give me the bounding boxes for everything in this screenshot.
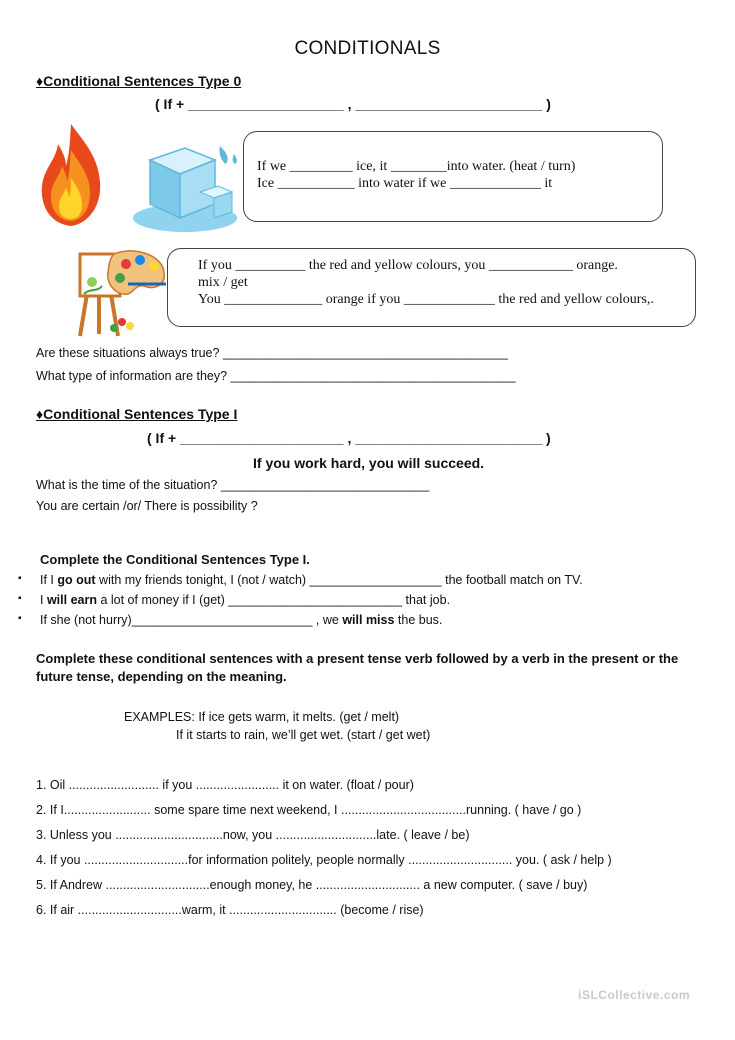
list-item: 4. If you ..............................for information politely, people normally .............................. you. ( ask / help ) [36, 853, 612, 867]
type1-example: If you work hard, you will succeed. [253, 455, 485, 471]
type1-heading: ♦Conditional Sentences Type I [36, 406, 238, 422]
list-item: ▪ If I go out with my friends tonight, I (not / watch) ___________________ the football match on TV. [18, 573, 583, 593]
complete2-heading-line2: future tense, depending on the meaning. [36, 669, 287, 684]
type0-question-2: What type of information are they? _________________________________________ [36, 369, 516, 383]
type0-sentence-box-2 [167, 248, 696, 327]
list-item: 2. If I......................... some spare time next weekend, I ....................................running. ( have / go ) [36, 803, 582, 817]
page-title: CONDITIONALS [294, 38, 441, 59]
list-item: 6. If air ..............................warm, it ............................... (become / rise) [36, 903, 424, 917]
examples-line1: EXAMPLES: If ice gets warm, it melts. (get / melt) [124, 710, 400, 724]
examples-line2: If it starts to rain, we’ll get wet. (start / get wet) [176, 728, 431, 742]
box1-line1: If we _________ ice, it ________into water. (heat / turn) [257, 159, 576, 174]
complete1-heading: Complete the Conditional Sentences Type I. [40, 552, 310, 567]
box2-line3: You ______________ orange if you _____________ the red and yellow colours,. [198, 292, 654, 307]
complete2-heading-line1: Complete these conditional sentences with a present tense verb followed by a verb in the present or the [36, 651, 679, 666]
fire-icon [36, 120, 106, 230]
list-item: ▪ I will earn a lot of money if I (get) _________________________ that job. [18, 593, 583, 613]
box1-line2: Ice ___________ into water if we _____________ it [257, 176, 553, 191]
box2-line2: mix / get [198, 275, 248, 290]
box2-line1: If you __________ the red and yellow colours, you ____________ orange. [198, 258, 618, 273]
exercise-list [36, 778, 612, 928]
watermark: iSLCollective.com [578, 988, 690, 1002]
type1-formula: ( If + _____________________ , ________________________ ) [147, 430, 551, 446]
list-item: 5. If Andrew ..............................enough money, he .............................. a new computer. ( save / buy) [36, 878, 588, 892]
list-item: 1. Oil .......................... if you ........................ it on water. (float / pour) [36, 778, 414, 792]
type1-question-1: What is the time of the situation? ______________________________ [36, 478, 430, 492]
type0-question-1: Are these situations always true? _________________________________________ [36, 346, 508, 360]
type0-sentence-box-1 [243, 131, 663, 222]
complete1-list [18, 573, 583, 633]
list-item: ▪ If she (not hurry)__________________________ , we will miss the bus. [18, 613, 583, 633]
ice-cube-icon [130, 140, 245, 235]
type0-formula: ( If + ____________________ , ________________________ ) [155, 96, 551, 112]
paint-palette-icon [70, 248, 170, 338]
type1-question-2: You are certain /or/ There is possibility ? [36, 499, 258, 513]
type0-heading: ♦Conditional Sentences Type 0 [36, 73, 242, 89]
list-item: 3. Unless you ...............................now, you .............................late. ( leave / be) [36, 828, 470, 842]
